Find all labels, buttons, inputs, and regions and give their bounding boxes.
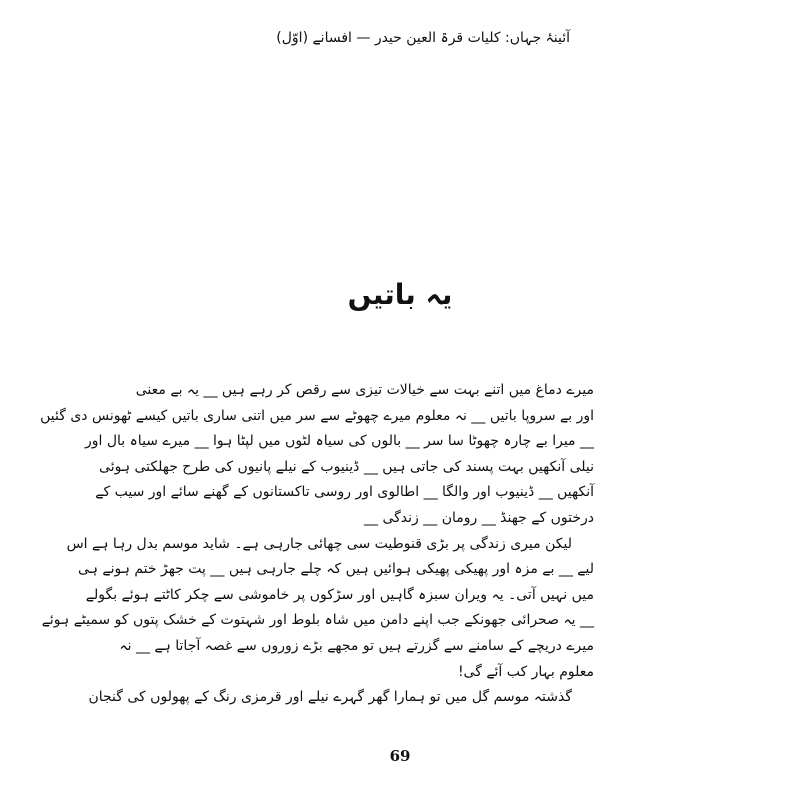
text-line: آنکھیں __ ڈینیوب اور والگا __ اطالوی اور روسی تاکستانوں کے گھنے سائے اور سیب کے (95, 484, 594, 501)
chapter-title: یہ باتیں (347, 278, 453, 311)
text-line: معلوم بہار کب آئے گی! (457, 663, 594, 680)
text-line: میرے دریچے کے سامنے سے گزرتے ہیں تو مجھے بڑے زوروں سے غصہ آجاتا ہے __ نہ (119, 637, 594, 654)
text-line: اور بے سروپا باتیں __ نہ معلوم میرے چھوٹے سے سر میں اتنی ساری باتیں کیسے ٹھونس دی گئیں (40, 407, 594, 424)
text-line: میرے دماغ میں اتنے بہت سے خیالات تیزی سے رقص کر رہے ہیں __ یہ بے معنی (135, 382, 594, 398)
running-header: آئینۂ جہاں: کلیات قرۃ العین حیدر — افسانے (اوّل) (276, 30, 570, 46)
text-line: __ یہ صحرائی جھونکے جب اپنے دامن میں شاہ بلوط اور شہتوت کے خشک پتوں کو سمیٹے ہوئے (41, 612, 594, 629)
text-line: لیکن میری زندگی پر بڑی قنوطیت سی چھائی جارہی ہے۔ شاید موسم بدل رہا ہے اس (66, 535, 572, 552)
text-line: گذشتہ موسم گل میں تو ہمارا گھر گہرے نیلے اور قرمزی رنگ کے پھولوں کی گنجان (88, 689, 572, 706)
text-line: نیلی آنکھیں بہت پسند کی جاتی ہیں __ ڈینیوب کے نیلے پانیوں کی طرح جھلکتی ہوئی (99, 458, 594, 475)
body-text (40, 378, 594, 711)
text-line: __ میرا بے چارہ چھوٹا سا سر __ بالوں کی سیاہ لٹوں میں لپٹا ہوا __ میرے سیاہ بال اور (84, 433, 594, 450)
page-number: 69 (389, 747, 411, 765)
text-line: لیے __ بے مزہ اور پھیکی پھیکی ہوائیں ہیں کہ چلے جارہی ہیں __ پت جھڑ ختم ہونے ہی (78, 561, 594, 578)
text-line: میں نہیں آتی۔ یہ ویران سبزہ گاہیں اور سڑکوں پر خاموشی سے چکر کاٹتے ہوئے بگولے (85, 586, 594, 603)
text-line: درختوں کے جھنڈ __ رومان __ زندگی __ (364, 509, 594, 526)
